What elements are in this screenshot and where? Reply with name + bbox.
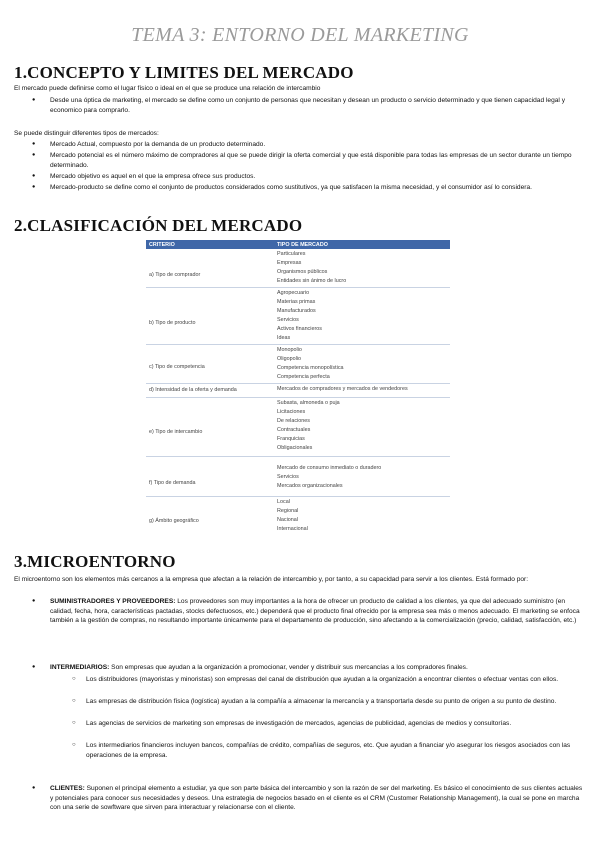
intermediario-subitem: ○ Las agencias de servicios de marketing son empresas de investigación de mercados, agencias de publicidad, agencias de medios y consultorías. [86, 719, 586, 729]
market-type-item: ● Mercado Actual, compuesto por la demanda de un producto determinado. [50, 140, 586, 150]
row-tipos [277, 399, 340, 453]
table-row [146, 458, 450, 497]
section3-intro: El microentorno son los elementos más cercanos a la empresa que afectan a la relación de intercambio y, por tanto, a su capacidad para servir a los clientes. Está formado por: [14, 576, 529, 583]
clientes-item [50, 784, 586, 813]
document-title: TEMA 3: ENTORNO DEL MARKETING [131, 24, 469, 46]
intermediario-subitem: ○ Las empresas de distribución física (logística) ayudan a la compañía a almacenar la mercancía y a transportarla desde su punto de origen a su punto de destino. [86, 697, 586, 707]
tipo-item: Agropecuario [277, 290, 310, 296]
suministradores-item [50, 597, 586, 626]
suministradores-label: SUMINISTRADORES Y PROVEEDORES: [50, 598, 176, 605]
tipo-item: Mercados de compradores y mercados de vendedores [277, 386, 408, 392]
section1-bullet: ● Desde una óptica de marketing, el mercado se define como un conjunto de personas que necesitan y desean un producto o servicio determinado y que tienen capacidad legal y economico para comprarlo. [50, 96, 586, 115]
tipo-item: Mercados organizacionales [277, 483, 343, 489]
row-criterio: c) Tipo de competencia [149, 364, 205, 370]
header-tipo-mercado: TIPO DE MERCADO [277, 241, 328, 248]
tipo-item: Licitaciones [277, 409, 306, 415]
intermediarios-text: Son empresas que ayudan a la organización a promocionar, vender y distribuir sus mercancías a los compradores finales. [109, 664, 468, 671]
tipo-item: Particulares [277, 251, 306, 257]
market-classification-table [146, 240, 450, 536]
tipo-item: Local [277, 499, 290, 505]
tipo-item: Competencia monopolística [277, 365, 344, 371]
tipo-item: Subasta, almoneda o puja [277, 400, 340, 406]
intermediarios-label: INTERMEDIARIOS: [50, 664, 110, 671]
intermediario-subitem: ○ Los intermediarios financieros incluyen bancos, compañías de crédito, compañías de seguros, etc. Que ayudan a financiar y/o asegurar los riesgos asociados con las operaciones de la empresa. [86, 741, 586, 760]
tipo-item: Activos financieros [277, 326, 322, 332]
row-criterio: b) Tipo de producto [149, 320, 196, 326]
tipo-item: Franquicias [277, 436, 305, 442]
header-criterio: CRITERIO [149, 241, 175, 248]
tipo-item: Servicios [277, 474, 299, 480]
row-criterio: a) Tipo de comprador [149, 272, 201, 278]
section2-heading: 2.CLASIFICACIÓN DEL MERCADO [14, 216, 303, 235]
suministradores-text: Los proveedores son muy importantes a la hora de ofrecer un producto de calidad a los clientes, ya que del adecuado suministro (en calidad, fecha, hora, características pactadas, stocks defectuosos, etc.) dependerá que el producto final ofrecido por la empresa sea más o menos adecuado. El marketing se enfoca también a la gestión de compras, no resultando importante únicamente para el departamento de producción, sino afectando a la comercialización (precio, calidad, satisfacción, etc.) [50, 598, 580, 625]
tipo-item: Internacional [277, 526, 308, 532]
section1-intro: El mercado puede definirse como el lugar físico o ideal en el que se produce una relación de intercambio [14, 85, 321, 92]
tipo-item: Oligopolio [277, 356, 301, 362]
market-type-item: ● Mercado-producto se define como el conjunto de productos considerados como sustitutivos, ya que satisfacen la misma necesidad, y el consumidor así lo considera. [50, 183, 586, 193]
tipo-item: Regional [277, 508, 299, 514]
tipo-item: Organismos públicos [277, 269, 328, 275]
row-tipos [277, 385, 408, 394]
row-criterio: f) Tipo de demanda [149, 480, 196, 486]
tipo-item: Monopolio [277, 347, 302, 353]
market-type-item: ● Mercado objetivo es aquel en el que la empresa ofrece sus productos. [50, 172, 586, 182]
tipo-item: De relaciones [277, 418, 310, 424]
table-header [146, 240, 450, 249]
row-tipos [277, 346, 344, 382]
row-tipos [277, 498, 308, 534]
tipo-item: Contractuales [277, 427, 311, 433]
tipo-item: Entidades sin ánimo de lucro [277, 278, 347, 284]
row-criterio: d) Intensidad de la oferta y demanda [149, 387, 237, 393]
clientes-text: Suponen el principal elemento a estudiar, ya que son parte básica del intercambio y son la razón de ser del marketing. Es básico el conocimiento de sus clientes actuales y potenciales para conocer sus necesidades y deseos. Una estrategia de negocios basado en el cliente es el CRM (Customer Relationship Management), la cual se pone en marcha con una serie de sowftware que sirven para interactuar y relacionarse con el cliente. [50, 785, 583, 812]
section1-heading: 1.CONCEPTO Y LIMITES DEL MERCADO [14, 63, 354, 82]
tipo-item: Manufacturados [277, 308, 316, 314]
table-row [146, 399, 450, 457]
section3-heading: 3.MICROENTORNO [14, 552, 176, 571]
market-type-item: ● Mercado potencial es el número máximo de compradores al que se puede dirigir la oferta comercial y que está disponible para todas las empresas de un sector durante un tiempo determinado. [50, 151, 586, 170]
table-row [146, 250, 450, 288]
intermediarios-item [50, 663, 586, 673]
row-tipos [277, 289, 322, 343]
row-criterio: g) Ámbito geográfico [149, 518, 199, 524]
table-row [146, 498, 450, 536]
row-criterio: e) Tipo de intercambio [149, 429, 203, 435]
tipo-item: Ideas [277, 335, 291, 341]
intermediario-subitem: ○ Los distribuidores (mayoristas y minoristas) son empresas del canal de distribución que ayudan a la organización a encontrar clientes o efectuar ventas con ellos. [86, 675, 586, 685]
tipo-item: Obligacionales [277, 445, 313, 451]
tipo-item: Nacional [277, 517, 298, 523]
tipo-item: Mercado de consumo inmediato o duradero [277, 465, 382, 471]
types-intro: Se puede distinguir diferentes tipos de mercados: [14, 130, 159, 137]
row-tipos [277, 464, 381, 491]
table-row [146, 385, 450, 398]
table-row [146, 346, 450, 384]
tipo-item: Competencia perfecta [277, 374, 330, 380]
tipo-item: Servicios [277, 317, 299, 323]
tipo-item: Materias primas [277, 299, 316, 305]
clientes-label: CLIENTES: [50, 785, 85, 792]
tipo-item: Empresas [277, 260, 302, 266]
row-tipos [277, 250, 346, 286]
table-row [146, 289, 450, 345]
